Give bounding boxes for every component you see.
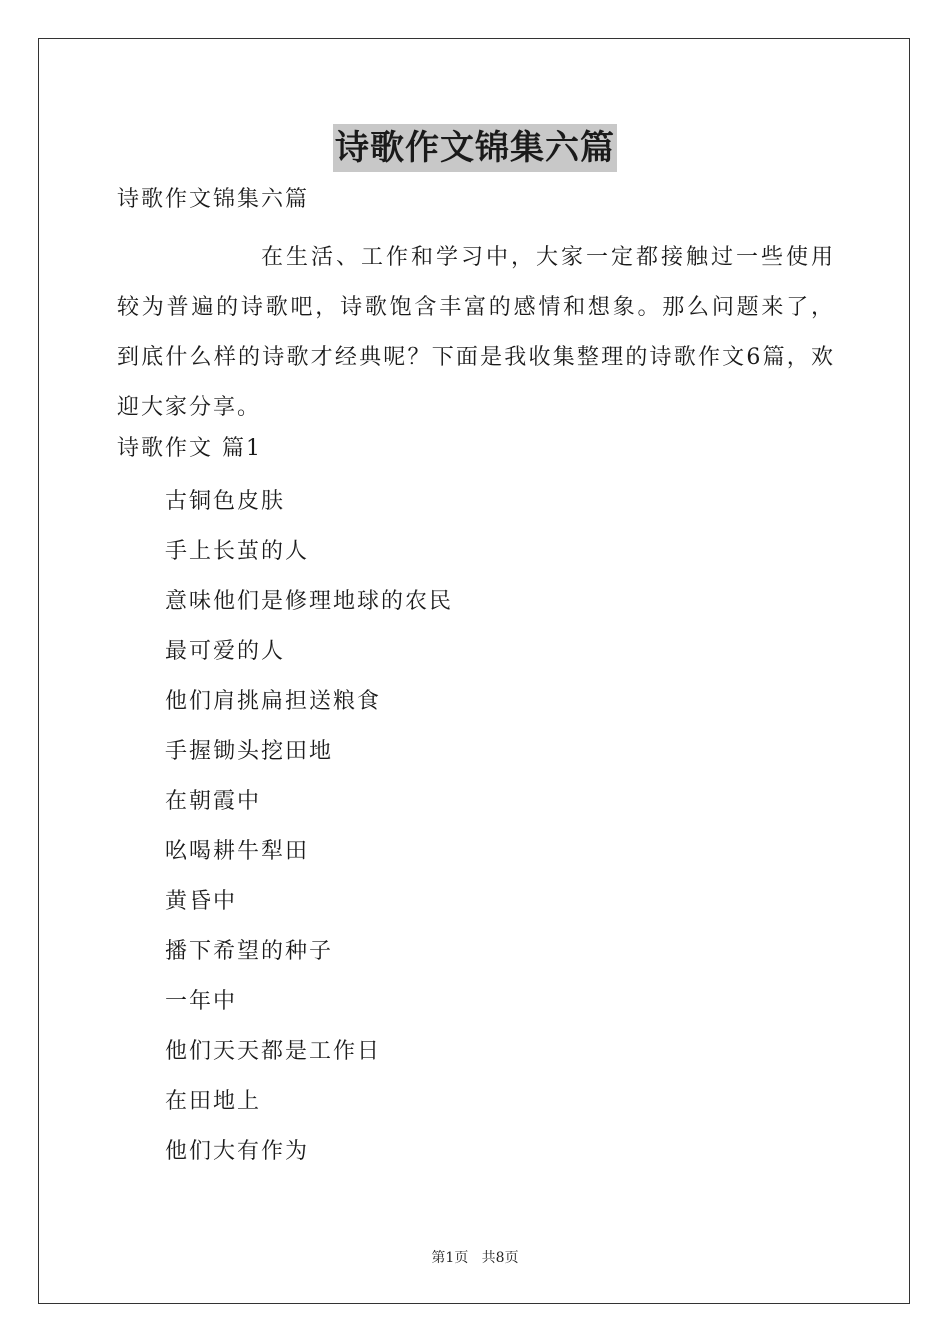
page-footer: 第1页 共8页: [431, 1250, 519, 1266]
poem-line: 吆喝耕牛犁田: [165, 839, 310, 864]
poem-line: 古铜色皮肤: [165, 489, 286, 514]
poem-line: 意味他们是修理地球的农民: [165, 589, 454, 614]
poem-line: 在田地上: [165, 1089, 262, 1114]
poem-line: 播下希望的种子: [165, 939, 334, 964]
poem-line: 他们肩挑扁担送粮食: [165, 689, 382, 714]
poem-line: 手握锄头挖田地: [165, 739, 334, 764]
poem-line: 在朝霞中: [165, 789, 262, 814]
document-title: 诗歌作文锦集六篇: [333, 124, 617, 172]
poem-line: 手上长茧的人: [165, 539, 310, 564]
document-subtitle: 诗歌作文锦集六篇: [117, 187, 310, 212]
title-container: [0, 124, 950, 172]
poem-line: 他们大有作为: [165, 1139, 310, 1164]
poem-lines: [165, 477, 453, 1177]
poem-line: 最可爱的人: [165, 639, 286, 664]
section-heading: 诗歌作文 篇1: [117, 436, 262, 461]
poem-line: 一年中: [165, 989, 238, 1014]
poem-line: 黄昏中: [165, 889, 238, 914]
intro-paragraph: 在生活、工作和学习中，大家一定都接触过一些使用较为普遍的诗歌吧，诗歌饱含丰富的感情和想象。那么问题来了，到底什么样的诗歌才经典呢？下面是我收集整理的诗歌作文6篇，欢迎大家分享。: [117, 245, 835, 420]
poem-line: 他们天天都是工作日: [165, 1039, 382, 1064]
